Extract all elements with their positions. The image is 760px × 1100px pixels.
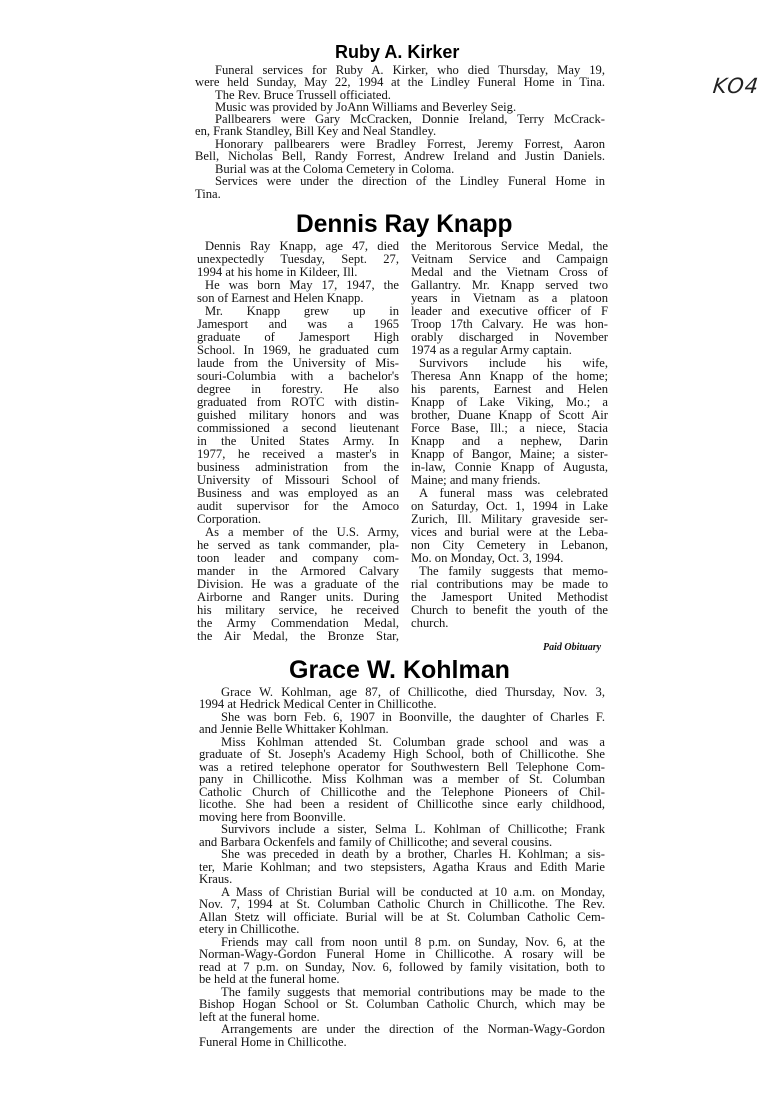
text-line: moving here from Boonville. — [199, 810, 346, 824]
text-line: He was born May 17, 1947, the — [205, 278, 399, 292]
text-line: pany in Chillicothe. Miss Kolhman was a member of St. Columban — [199, 772, 605, 786]
text-line: A funeral mass was celebrated — [419, 486, 608, 500]
text-line: Nov. 7, 1994 at St. Columban Catholic Church in Chillicothe. The Rev. — [199, 897, 605, 911]
text-line: read at 7 p.m. on Sunday, Nov. 6, followed by family visitation, both to — [199, 960, 605, 974]
text-line: his parents, Earnest and Helen — [411, 382, 608, 396]
text-line: non City Cemetery in Lebanon, — [411, 538, 608, 552]
text-line: The Rev. Bruce Trussell officiated. — [215, 88, 391, 102]
text-line: Zurich, Ill. Military graveside ser- — [411, 512, 608, 526]
text-line: the Air Medal, the Bronze Star, — [197, 629, 399, 643]
text-line: the Army Commendation Medal, — [197, 616, 399, 630]
text-line: church. — [411, 616, 449, 630]
text-line: Honorary pallbearers were Bradley Forrest, Jeremy Forrest, Aaron — [215, 137, 605, 151]
text-line: Theresa Ann Knapp of the home; — [411, 369, 608, 383]
text-line: be held at the funeral home. — [199, 972, 340, 986]
text-line: University of Missouri School of — [197, 473, 399, 487]
text-line: graduate of St. Joseph's Academy High School, both of Chillicothe. She — [199, 747, 605, 761]
text-line: Funeral Home in Chillicothe. — [199, 1035, 347, 1049]
text-line: mander in the Armored Calvary — [197, 564, 399, 578]
text-line: 1974 as a regular Army captain. — [411, 343, 572, 357]
text-line: She was preceded in death by a brother, Charles H. Kohlman; a sis- — [221, 847, 605, 861]
obituary-title: Dennis Ray Knapp — [296, 210, 513, 238]
text-line: guished military honors and was — [197, 408, 399, 422]
text-line: 1994 at his home in Kildeer, Ill. — [197, 265, 358, 279]
text-line: en, Frank Standley, Bill Key and Neal Standley. — [195, 124, 437, 138]
text-line: Survivors include his wife, — [419, 356, 608, 370]
text-line: Funeral services for Ruby A. Kirker, who died Thursday, May 19, — [215, 63, 605, 77]
text-line: degree in forestry. He also — [197, 382, 399, 396]
obituary-title: Ruby A. Kirker — [335, 42, 460, 62]
text-line: vices and burial were at the Leba- — [411, 525, 608, 539]
text-line: the Jamesport United Methodist — [411, 590, 608, 604]
text-line: laude from the University of Mis- — [197, 356, 399, 370]
text-line: the Meritorous Service Medal, the — [411, 239, 608, 253]
text-line: Jamesport and was a 1965 — [197, 317, 399, 331]
text-line: business administration from the — [197, 460, 399, 474]
text-line: Bell, Nicholas Bell, Randy Forrest, Andrew Ireland and Justin Daniels. — [195, 149, 605, 163]
text-line: was a retired telephone operator for Southwestern Bell Telephone Com- — [199, 760, 605, 774]
text-line: As a member of the U.S. Army, — [205, 525, 399, 539]
text-line: Corporation. — [197, 512, 262, 526]
text-line: brother, Duane Knapp of Scott Air — [411, 408, 608, 422]
text-line: licothe. She had been a resident of Chillicothe since early childhood, — [199, 797, 605, 811]
text-line: The family suggests that memo- — [419, 564, 608, 578]
text-line: Music was provided by JoAnn Williams and Beverley Seig. — [215, 100, 517, 114]
text-line: Bishop Hogan School or St. Columban Catholic Church, which may be — [199, 997, 605, 1011]
handwritten-note: KO4 — [711, 74, 760, 98]
text-line: souri-Columbia with a bachelor's — [197, 369, 399, 383]
text-line: Division. He was a graduate of the — [197, 577, 399, 591]
text-line: Pallbearers were Gary McCracken, Donnie Ireland, Terry McCrack- — [215, 112, 605, 126]
text-line: Tina. — [195, 187, 221, 201]
text-line: Force Base, Ill.; a niece, Stacia — [411, 421, 608, 435]
text-line: 1977, he received a master's in — [197, 447, 399, 461]
text-line: Airborne and Ranger units. During — [197, 590, 399, 604]
text-line: A Mass of Christian Burial will be conducted at 10 a.m. on Monday, — [221, 885, 605, 899]
text-line: Arrangements are under the direction of the Norman-Wagy-Gordon — [221, 1022, 605, 1036]
text-line: Friends may call from noon until 8 p.m. on Sunday, Nov. 6, at the — [221, 935, 605, 949]
text-line: Maine; and many friends. — [411, 473, 541, 487]
text-line: Dennis Ray Knapp, age 47, died — [205, 239, 399, 253]
text-line: ter, Marie Kohlman; and two stepsisters, Agatha Kraus and Edith Marie — [199, 860, 605, 874]
text-line: Medal and the Vietnam Cross of — [411, 265, 608, 279]
text-line: The family suggests that memorial contributions may be made to the — [221, 985, 605, 999]
text-line: commissioned a second lieutenant — [197, 421, 399, 435]
text-line: son of Earnest and Helen Knapp. — [197, 291, 364, 305]
text-line: orably discharged in November — [411, 330, 608, 344]
text-line: 1994 at Hedrick Medical Center in Chillicothe. — [199, 697, 437, 711]
text-line: graduate of Jamesport High — [197, 330, 399, 344]
text-line: Knapp and a nephew, Darin — [411, 434, 608, 448]
text-line: years in Vietnam as a platoon — [411, 291, 608, 305]
text-line: Miss Kohlman attended St. Columban grade school and was a — [221, 735, 605, 749]
text-line: and Jennie Belle Whittaker Kohlman. — [199, 722, 389, 736]
text-line: he served as tank commander, pla- — [197, 538, 399, 552]
text-line: his military service, he received — [197, 603, 399, 617]
text-line: toon leader and company com- — [197, 551, 399, 565]
text-line: left at the funeral home. — [199, 1010, 320, 1024]
text-line: Catholic Church of Chillicothe and the Telephone Pioneers of Chil- — [199, 785, 605, 799]
text-line: graduated from ROTC with distin- — [197, 395, 399, 409]
text-line: and Barbara Ockenfels and family of Chillicothe; and several cousins. — [199, 835, 553, 849]
text-line: rial contributions may be made to — [411, 577, 608, 591]
text-line: Business and was employed as an — [197, 486, 399, 500]
text-line: unexpectedly Tuesday, Sept. 27, — [197, 252, 399, 266]
text-line: Mo. on Monday, Oct. 3, 1994. — [411, 551, 564, 565]
text-line: Knapp of Bangor, Maine; a sister- — [411, 447, 608, 461]
text-line: Norman-Wagy-Gordon Funeral Home in Chillicothe. A rosary will be — [199, 947, 605, 961]
text-line: Burial was at the Coloma Cemetery in Coloma. — [215, 162, 455, 176]
paid-obituary-label: Paid Obituary — [543, 642, 602, 653]
obituary-title: Grace W. Kohlman — [289, 656, 510, 684]
text-line: She was born Feb. 6, 1907 in Boonville, the daughter of Charles F. — [221, 710, 605, 724]
text-line: on Saturday, Oct. 1, 1994 in Lake — [411, 499, 608, 513]
text-line: Allan Stetz will officiate. Burial will be at St. Columban Catholic Cem- — [199, 910, 605, 924]
text-line: Gallantry. Mr. Knapp served two — [411, 278, 608, 292]
text-line: School. In 1969, he graduated cum — [197, 343, 399, 357]
text-line: Services were under the direction of the Lindley Funeral Home in — [215, 174, 605, 188]
text-line: in the United States Army. In — [197, 434, 399, 448]
text-line: Knapp of Lake Viking, Mo.; a — [411, 395, 608, 409]
text-line: Troop 17th Calvary. He was hon- — [411, 317, 608, 331]
text-line: in-law, Connie Knapp of Augusta, — [411, 460, 608, 474]
text-line: Grace W. Kohlman, age 87, of Chillicothe, died Thursday, Nov. 3, — [221, 685, 605, 699]
text-line: Kraus. — [199, 872, 233, 886]
text-line: etery in Chillicothe. — [199, 922, 300, 936]
text-line: Survivors include a sister, Selma L. Kohlman of Chillicothe; Frank — [221, 822, 605, 836]
text-line: Veitnam Service and Campaign — [411, 252, 608, 266]
text-line: were held Sunday, May 22, 1994 at the Lindley Funeral Home in Tina. — [195, 75, 605, 89]
text-line: Church to benefit the youth of the — [411, 603, 608, 617]
text-line: audit supervisor for the Amoco — [197, 499, 399, 513]
text-line: leader and executive officer of F — [411, 304, 608, 318]
text-line: Mr. Knapp grew up in — [205, 304, 399, 318]
